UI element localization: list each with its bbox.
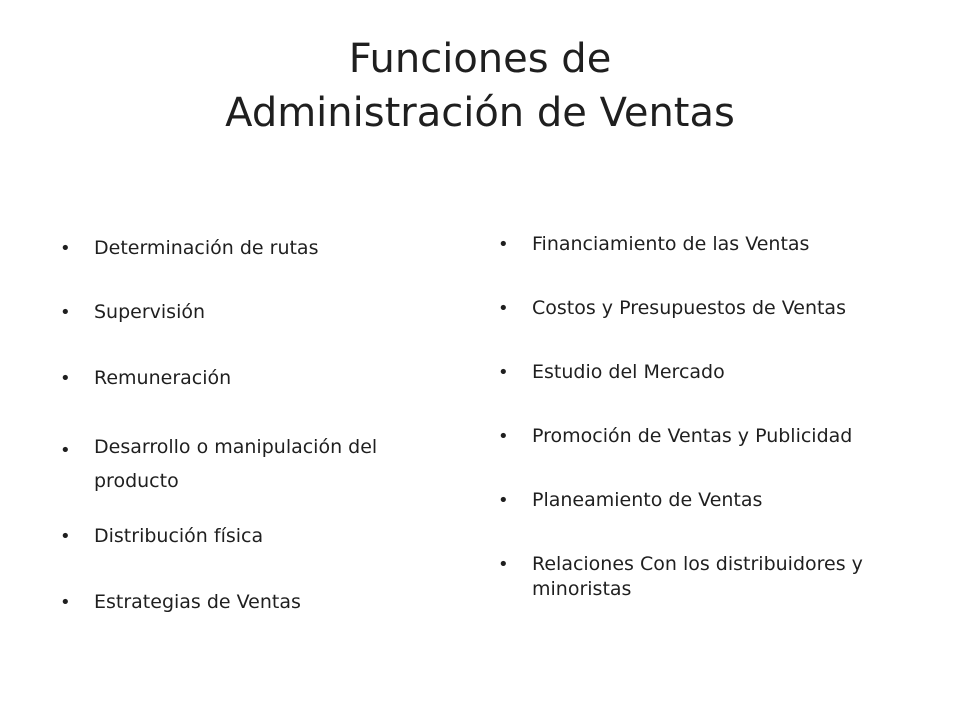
list-item-text: Remuneración	[94, 367, 232, 389]
bullet-icon: •	[498, 554, 509, 575]
list-item	[60, 430, 440, 498]
list-item-text: Promoción de Ventas y Publicidad	[532, 425, 853, 447]
list-item	[60, 300, 440, 325]
list-item-text: Costos y Presupuestos de Ventas	[532, 297, 846, 319]
list-item	[498, 360, 918, 385]
bullet-icon: •	[498, 362, 509, 383]
list-item	[498, 424, 918, 449]
list-item	[498, 296, 918, 321]
bullet-icon: •	[498, 490, 509, 511]
list-item-text: Desarrollo o manipulación del producto	[94, 436, 378, 492]
list-item-text: Determinación de rutas	[94, 237, 319, 259]
list-item-text: Supervisión	[94, 301, 206, 323]
bullet-icon: •	[498, 298, 509, 319]
list-item	[498, 488, 918, 513]
bullet-icon: •	[60, 238, 71, 259]
title-line-1: Funciones de	[348, 36, 612, 82]
list-item	[60, 590, 440, 615]
bullet-icon: •	[60, 526, 71, 547]
bullet-icon: •	[60, 440, 71, 461]
bullet-icon: •	[60, 368, 71, 389]
list-item-text: Planeamiento de Ventas	[532, 489, 763, 511]
title-line-2: Administración de Ventas	[225, 90, 735, 136]
list-item-text: Financiamiento de las Ventas	[532, 233, 810, 255]
list-item	[498, 232, 918, 257]
bullet-icon: •	[498, 234, 509, 255]
list-item-text: Distribución física	[94, 525, 264, 547]
bullet-icon: •	[60, 592, 71, 613]
bullet-icon: •	[60, 302, 71, 323]
bullet-icon: •	[498, 426, 509, 447]
list-item-text: Estudio del Mercado	[532, 361, 725, 383]
slide-title	[0, 32, 960, 140]
list-item	[60, 236, 440, 261]
list-item	[60, 366, 440, 391]
list-item	[498, 552, 918, 602]
list-item-text: Estrategias de Ventas	[94, 591, 301, 613]
list-item	[60, 524, 440, 549]
list-item-text: Relaciones Con los distribuidores y minoristas	[532, 553, 863, 600]
